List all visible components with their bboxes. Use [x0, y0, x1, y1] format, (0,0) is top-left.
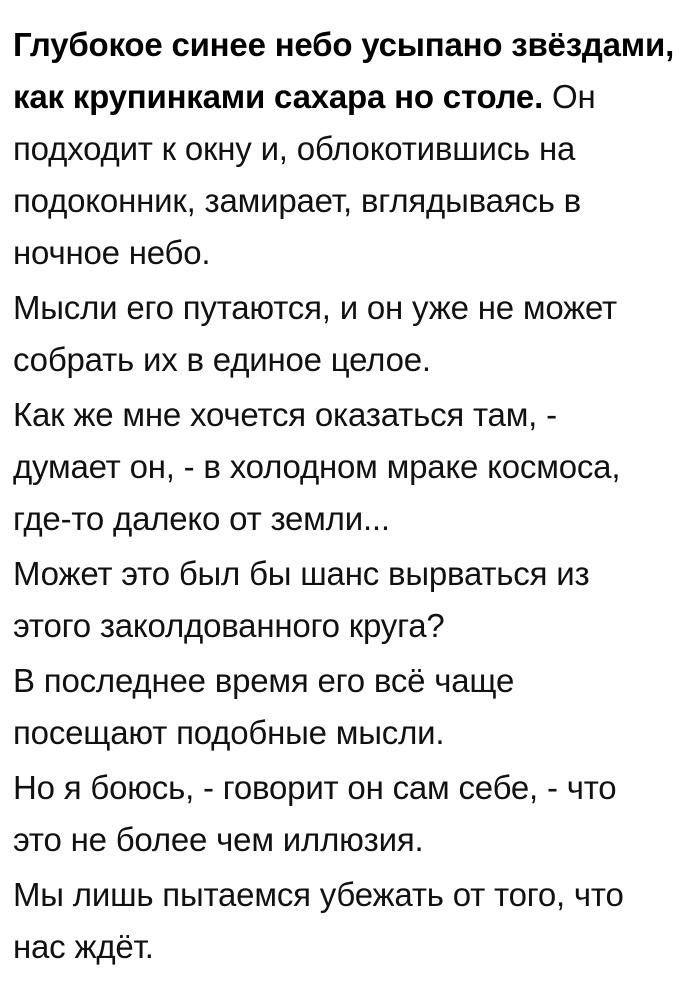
paragraph	[13, 655, 690, 759]
text-segment: Может это был бы шанс вырваться из	[13, 555, 590, 592]
bold-text-segment: Глубокое синее небо усыпано звёздами,	[13, 26, 675, 63]
text-line	[13, 441, 690, 493]
text-segment: где-то далеко от земли...	[13, 500, 390, 537]
text-segment: подходит к окну и, облокотившись на	[13, 130, 576, 167]
paragraph	[13, 19, 690, 279]
text-segment: нас ждёт.	[13, 928, 154, 965]
text-line	[13, 175, 690, 227]
paragraph	[13, 389, 690, 545]
text-segment: посещают подобные мысли.	[13, 714, 445, 751]
text-segment: Мысли его путаются, и он уже не может	[13, 289, 617, 326]
text-segment: Как же мне хочется оказаться там, -	[13, 396, 557, 433]
text-line	[13, 869, 690, 921]
text-line	[13, 282, 690, 334]
text-line	[13, 389, 690, 441]
bold-text-segment: как крупинками сахара но столе.	[13, 78, 544, 115]
text-line	[13, 548, 690, 600]
paragraph	[13, 762, 690, 866]
text-line	[13, 762, 690, 814]
text-line	[13, 921, 690, 973]
paragraph	[13, 869, 690, 973]
text-line	[13, 227, 690, 279]
text-segment: подоконник, замирает, вглядываясь в	[13, 182, 582, 219]
text-line	[13, 655, 690, 707]
text-segment: этого заколдованного круга?	[13, 607, 445, 644]
text-line	[13, 334, 690, 386]
article	[13, 19, 690, 973]
text-segment: Мы лишь пытаемся убежать от того, что	[13, 876, 624, 913]
text-line	[13, 707, 690, 759]
text-line	[13, 19, 690, 71]
text-line	[13, 814, 690, 866]
text-segment: В последнее время его всё чаще	[13, 662, 515, 699]
text-line	[13, 123, 690, 175]
text-segment: собрать их в единое целое.	[13, 341, 431, 378]
text-line	[13, 493, 690, 545]
text-segment: Но я боюсь, - говорит он сам себе, - что	[13, 769, 617, 806]
text-line	[13, 600, 690, 652]
text-segment: ночное небо.	[13, 234, 211, 271]
paragraph	[13, 282, 690, 386]
paragraph	[13, 548, 690, 652]
text-segment: это не более чем иллюзия.	[13, 821, 424, 858]
text-segment: думает он, - в холодном мраке космоса,	[13, 448, 621, 485]
text-segment: Он	[543, 78, 596, 115]
text-line	[13, 71, 690, 123]
